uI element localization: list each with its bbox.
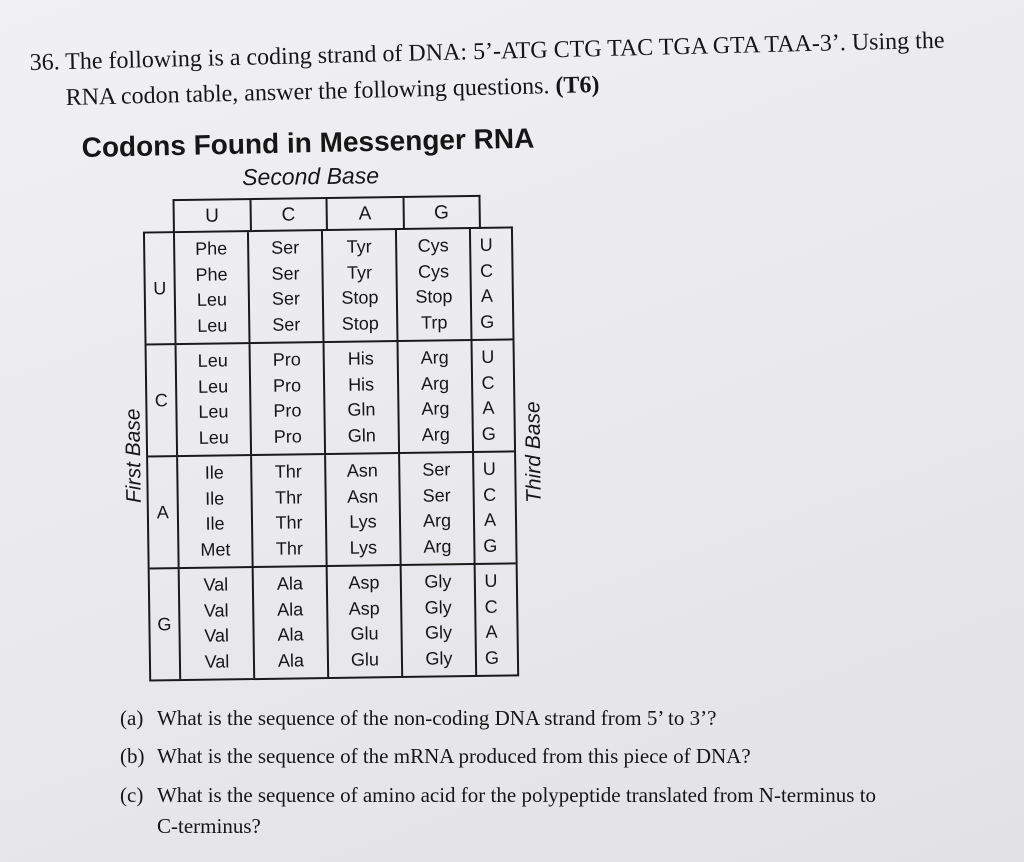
amino-acid-cell: Gln <box>347 425 376 446</box>
amino-acid-cell: His <box>347 348 374 369</box>
third-base-cell: A <box>485 621 498 643</box>
amino-acid-cell: Leu <box>197 315 228 336</box>
third-base-cell: U <box>479 234 493 256</box>
third-base-cell: G <box>480 311 495 332</box>
first-base-block <box>147 340 515 457</box>
amino-acid-column <box>249 231 325 342</box>
table-title: Codons Found in Messenger RNA <box>81 122 535 164</box>
first-base-block <box>148 452 516 569</box>
amino-acid-cell: Arg <box>420 347 449 368</box>
third-base-cell: C <box>483 484 497 505</box>
third-base-cell: G <box>481 423 496 444</box>
amino-acid-column <box>254 567 330 678</box>
question-text-2: RNA codon table, answer the following questions. <box>65 73 556 112</box>
amino-acid-cell: Leu <box>198 401 229 423</box>
part-a <box>120 706 716 731</box>
third-base-cell: U <box>484 570 498 592</box>
first-base-block <box>150 564 518 679</box>
amino-acid-cell: Arg <box>420 373 450 394</box>
amino-acid-cell: Ser <box>271 263 300 284</box>
third-base-column <box>476 565 508 675</box>
amino-acid-cell: Ala <box>277 624 304 645</box>
second-base-cell: C <box>251 199 328 232</box>
first-base-cell: G <box>150 569 182 679</box>
amino-acid-cell: Thr <box>274 461 302 483</box>
amino-acid-cell: Met <box>200 539 231 560</box>
amino-acid-cell: Stop <box>341 313 379 334</box>
question-line-1 <box>29 28 944 77</box>
part-c-continued: C-terminus? <box>157 814 261 838</box>
first-base-cell: U <box>145 233 177 343</box>
amino-acid-cell: Gly <box>424 622 453 643</box>
amino-acid-cell: Asp <box>348 572 380 593</box>
amino-acid-cell: Ser <box>422 459 451 480</box>
third-base-cell: G <box>484 647 500 668</box>
amino-acid-cell: Arg <box>423 536 452 557</box>
amino-acid-cell: Tyr <box>346 262 373 283</box>
amino-acid-cell: Ile <box>205 488 225 509</box>
amino-acid-cell: Ala <box>277 650 305 671</box>
question-line-2 <box>65 72 599 112</box>
amino-acid-cell: Thr <box>275 538 304 559</box>
amino-acid-cell: Cys <box>417 261 450 282</box>
amino-acid-column <box>175 232 251 343</box>
amino-acid-cell: Ser <box>271 288 301 310</box>
amino-acid-cell: Leu <box>197 350 228 372</box>
third-base-column <box>471 229 503 339</box>
part-a-text: What is the sequence of the non-coding DNA strand from 5’ to 3’? <box>157 706 717 730</box>
amino-acid-cell: Gln <box>347 399 376 420</box>
question-tag: (T6) <box>555 71 600 100</box>
amino-acid-cell: Stop <box>415 286 453 308</box>
amino-acid-cell: Glu <box>350 649 380 670</box>
amino-acid-column <box>178 456 254 567</box>
amino-acid-cell: Val <box>204 651 230 672</box>
amino-acid-cell: Arg <box>422 510 452 531</box>
amino-acid-column <box>177 344 253 455</box>
amino-acid-cell: Asp <box>348 598 380 619</box>
first-base-label: First Base <box>121 408 146 504</box>
codon-grid <box>143 226 519 681</box>
part-c <box>120 783 876 808</box>
part-a-label: (a) <box>120 706 144 730</box>
amino-acid-cell: Pro <box>272 349 301 371</box>
first-base-cell: A <box>148 457 180 567</box>
amino-acid-cell: Asn <box>346 460 378 482</box>
amino-acid-cell: Trp <box>420 312 448 333</box>
part-b-label: (b) <box>120 744 145 768</box>
third-base-column <box>473 341 505 451</box>
amino-acid-cell: Leu <box>197 376 229 397</box>
amino-acid-cell: Gly <box>424 571 452 592</box>
second-base-cell: U <box>175 200 252 233</box>
third-base-cell: A <box>483 509 497 531</box>
amino-acid-cell: Ser <box>422 485 451 506</box>
third-base-label: Third Base <box>521 401 546 504</box>
amino-acid-cell: Pro <box>272 375 302 396</box>
amino-acid-cell: Arg <box>421 398 450 419</box>
amino-acid-column <box>325 342 401 453</box>
third-base-cell: C <box>484 596 498 617</box>
amino-acid-column <box>402 565 478 676</box>
second-base-label: Second Base <box>242 162 380 191</box>
third-base-column <box>474 453 506 563</box>
amino-acid-cell: Tyr <box>346 236 372 257</box>
part-b <box>120 744 751 769</box>
codon-table <box>112 157 589 694</box>
part-b-text: What is the sequence of the mRNA produced from this piece of DNA? <box>157 744 751 768</box>
third-base-cell: C <box>479 260 494 281</box>
amino-acid-cell: Pro <box>273 400 302 422</box>
amino-acid-cell: Thr <box>275 487 303 508</box>
amino-acid-column <box>328 566 404 677</box>
third-base-cell: C <box>481 372 495 393</box>
third-base-cell: A <box>482 397 495 419</box>
part-c-text: What is the sequence of amino acid for the polypeptide translated from N-terminus to <box>157 783 877 807</box>
amino-acid-cell: Gly <box>424 597 452 618</box>
second-base-cell: G <box>433 202 450 224</box>
amino-acid-cell: Phe <box>195 264 228 285</box>
amino-acid-column <box>399 341 475 452</box>
amino-acid-cell: Ala <box>277 599 304 620</box>
amino-acid-cell: Val <box>203 574 229 596</box>
amino-acid-cell: Pro <box>273 426 302 447</box>
amino-acid-cell: Stop <box>341 287 379 309</box>
amino-acid-cell: Ser <box>271 237 300 259</box>
amino-acid-cell: Asn <box>347 486 379 507</box>
amino-acid-cell: Leu <box>196 289 228 311</box>
amino-acid-cell: Lys <box>349 511 377 532</box>
amino-acid-column <box>397 229 473 340</box>
amino-acid-cell: Glu <box>350 623 379 644</box>
amino-acid-column <box>180 568 256 679</box>
amino-acid-cell: Phe <box>195 238 228 260</box>
amino-acid-cell: Val <box>203 600 229 621</box>
amino-acid-cell: Lys <box>349 537 378 558</box>
third-base-cell: U <box>482 458 496 480</box>
amino-acid-column <box>251 343 327 454</box>
amino-acid-cell: Leu <box>198 427 229 448</box>
amino-acid-cell: His <box>347 374 375 395</box>
amino-acid-cell: Ile <box>205 513 225 534</box>
third-base-cell: G <box>483 535 498 556</box>
third-base-cell: A <box>480 285 494 307</box>
amino-acid-column <box>326 454 402 565</box>
amino-acid-cell: Val <box>204 625 230 647</box>
amino-acid-cell: Thr <box>275 512 303 534</box>
third-base-cell: U <box>481 346 495 368</box>
amino-acid-cell: Ile <box>204 462 224 483</box>
amino-acid-cell: Ser <box>272 314 301 335</box>
second-base-cell: A <box>328 198 405 231</box>
part-c-label: (c) <box>120 783 144 807</box>
amino-acid-column <box>400 453 476 564</box>
amino-acid-column <box>323 230 399 341</box>
amino-acid-cell: Cys <box>417 235 449 256</box>
amino-acid-cell: Ala <box>276 573 304 594</box>
amino-acid-column <box>252 455 328 566</box>
first-base-cell: C <box>147 345 179 455</box>
first-base-block <box>145 228 513 345</box>
amino-acid-cell: Arg <box>421 424 450 445</box>
question-text-1: 36. The following is a coding strand of DNA: 5’-ATG CTG TAC TGA GTA TAA-3’. Using the <box>29 27 945 77</box>
amino-acid-cell: Gly <box>425 648 453 669</box>
